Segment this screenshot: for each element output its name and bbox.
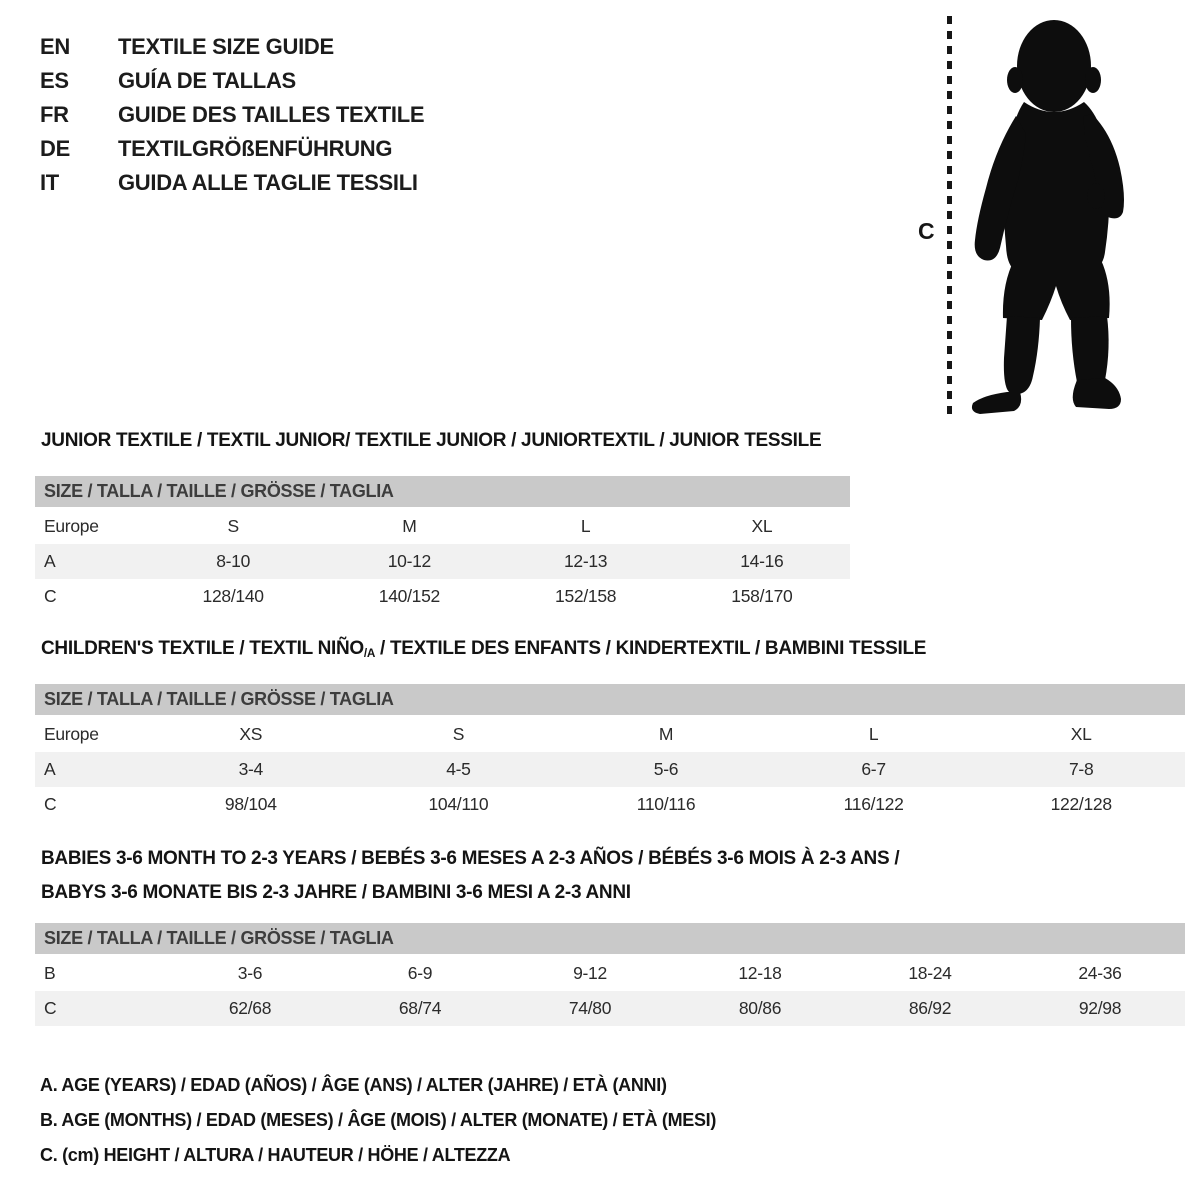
- row-label: A: [44, 551, 56, 571]
- size-cell: S: [227, 516, 239, 536]
- size-cell: 74/80: [568, 998, 612, 1018]
- childrens-textile-section: [35, 638, 1185, 822]
- babies-textile-section: [35, 842, 1185, 1026]
- table-row: [35, 752, 1185, 787]
- footnote-c: C. (cm) HEIGHT / ALTURA / HAUTEUR / HÖHE / ALTEZZA: [40, 1145, 511, 1165]
- row-label: C: [44, 998, 57, 1018]
- language-title: GUIDA ALLE TAGLIE TESSILI: [118, 170, 418, 195]
- size-cell: 158/170: [731, 586, 793, 606]
- row-label: Europe: [44, 516, 99, 536]
- junior-size-header-bar: SIZE / TALLA / TAILLE / GRÖSSE / TAGLIA: [35, 476, 850, 507]
- size-cell: S: [452, 724, 465, 744]
- language-row-de: [40, 132, 424, 166]
- size-cell: 24-36: [1078, 963, 1122, 983]
- size-cell: 68/74: [398, 998, 442, 1018]
- babies-section-title-line1: BABIES 3-6 MONTH TO 2-3 YEARS / BEBÉS 3-6 MESES A 2-3 AÑOS / BÉBÉS 3-6 MOIS À 2-3 ANS /: [41, 848, 900, 869]
- childrens-size-header-bar: SIZE / TALLA / TAILLE / GRÖSSE / TAGLIA: [35, 684, 1185, 715]
- childrens-size-table: [35, 717, 1185, 822]
- title-text: / TEXTILE DES ENFANTS / KINDERTEXTIL / BAMBINI TESSILE: [375, 638, 927, 659]
- size-cell: 3-4: [238, 759, 263, 779]
- height-measure-dashed-line: [947, 16, 952, 418]
- footnote-b: B. AGE (MONTHS) / EDAD (MESES) / ÂGE (MOIS) / ALTER (MONATE) / ETÀ (MESI): [40, 1110, 717, 1130]
- size-cell: XS: [239, 724, 263, 744]
- size-cell: 12-13: [563, 551, 608, 571]
- size-cell: XL: [1070, 724, 1092, 744]
- language-code: IT: [40, 170, 59, 195]
- size-cell: 10-12: [387, 551, 431, 571]
- size-cell: 122/128: [1050, 794, 1112, 814]
- size-cell: 140/152: [378, 586, 440, 606]
- size-cell: 152/158: [555, 586, 617, 606]
- table-row: [35, 787, 1185, 822]
- row-label: C: [44, 794, 57, 814]
- size-cell: 12-18: [738, 963, 782, 983]
- size-cell: 3-6: [237, 963, 263, 983]
- babies-section-title-line2: BABYS 3-6 MONATE BIS 2-3 JAHRE / BAMBINI 3-6 MESI A 2-3 ANNI: [41, 882, 631, 903]
- size-cell: 104/110: [428, 794, 489, 814]
- table-row: [35, 544, 850, 579]
- size-cell: 5-6: [653, 759, 679, 779]
- junior-textile-section: [35, 430, 850, 614]
- size-cell: 128/140: [202, 586, 264, 606]
- size-cell: 98/104: [224, 794, 277, 814]
- size-cell: 110/116: [636, 794, 696, 814]
- babies-size-table: [35, 956, 1185, 1026]
- table-row: [35, 579, 850, 614]
- language-header: [40, 30, 424, 200]
- childrens-section-title: [41, 638, 1185, 660]
- language-title: GUÍA DE TALLAS: [118, 68, 296, 93]
- footnote-a: A. AGE (YEARS) / EDAD (AÑOS) / ÂGE (ANS) / ALTER (JAHRE) / ETÀ (ANNI): [40, 1075, 667, 1095]
- height-measure-label: C: [918, 218, 935, 244]
- size-cell: 4-5: [446, 759, 471, 779]
- size-cell: XL: [751, 516, 773, 536]
- language-code: FR: [40, 102, 69, 127]
- size-cell: 6-9: [407, 963, 433, 983]
- size-cell: 6-7: [861, 759, 886, 779]
- size-cell: 14-16: [740, 551, 784, 571]
- language-row-fr: [40, 98, 424, 132]
- size-cell: 80/86: [738, 998, 782, 1018]
- language-title: TEXTILGRÖßENFÜHRUNG: [118, 136, 393, 161]
- row-label: Europe: [44, 724, 99, 744]
- size-cell: 116/122: [843, 794, 904, 814]
- language-row-en: [40, 30, 424, 64]
- baby-silhouette-illustration: [962, 14, 1134, 418]
- footnote-legend: [40, 1068, 716, 1173]
- size-cell: 86/92: [908, 998, 952, 1018]
- row-label: A: [44, 759, 56, 779]
- language-row-es: [40, 64, 424, 98]
- title-subscript: /A: [363, 647, 376, 660]
- language-code: DE: [40, 136, 70, 161]
- size-cell: 62/68: [228, 998, 272, 1018]
- language-row-it: [40, 166, 424, 200]
- size-cell: 9-12: [573, 963, 607, 983]
- row-label: C: [44, 586, 57, 606]
- size-cell: 8-10: [216, 551, 251, 571]
- size-cell: 7-8: [1068, 759, 1094, 779]
- junior-section-title: JUNIOR TEXTILE / TEXTIL JUNIOR/ TEXTILE JUNIOR / JUNIORTEXTIL / JUNIOR TESSILE: [41, 430, 822, 451]
- size-cell: 92/98: [1078, 998, 1122, 1018]
- title-text: CHILDREN'S TEXTILE / TEXTIL NIÑO: [41, 638, 364, 659]
- language-title: GUIDE DES TAILLES TEXTILE: [118, 102, 425, 127]
- junior-size-table: [35, 509, 850, 614]
- table-row: [35, 991, 1185, 1026]
- table-row: [35, 956, 1185, 991]
- table-row: [35, 509, 850, 544]
- size-cell: M: [402, 516, 417, 536]
- language-code: ES: [40, 68, 69, 93]
- size-cell: M: [658, 724, 674, 744]
- babies-size-header-bar: SIZE / TALLA / TAILLE / GRÖSSE / TAGLIA: [35, 923, 1185, 954]
- size-cell: L: [580, 516, 591, 536]
- table-row: [35, 717, 1185, 752]
- language-title: TEXTILE SIZE GUIDE: [118, 34, 334, 59]
- size-cell: 18-24: [908, 963, 952, 983]
- row-label: B: [44, 963, 56, 983]
- size-cell: L: [868, 724, 879, 744]
- language-code: EN: [40, 34, 70, 59]
